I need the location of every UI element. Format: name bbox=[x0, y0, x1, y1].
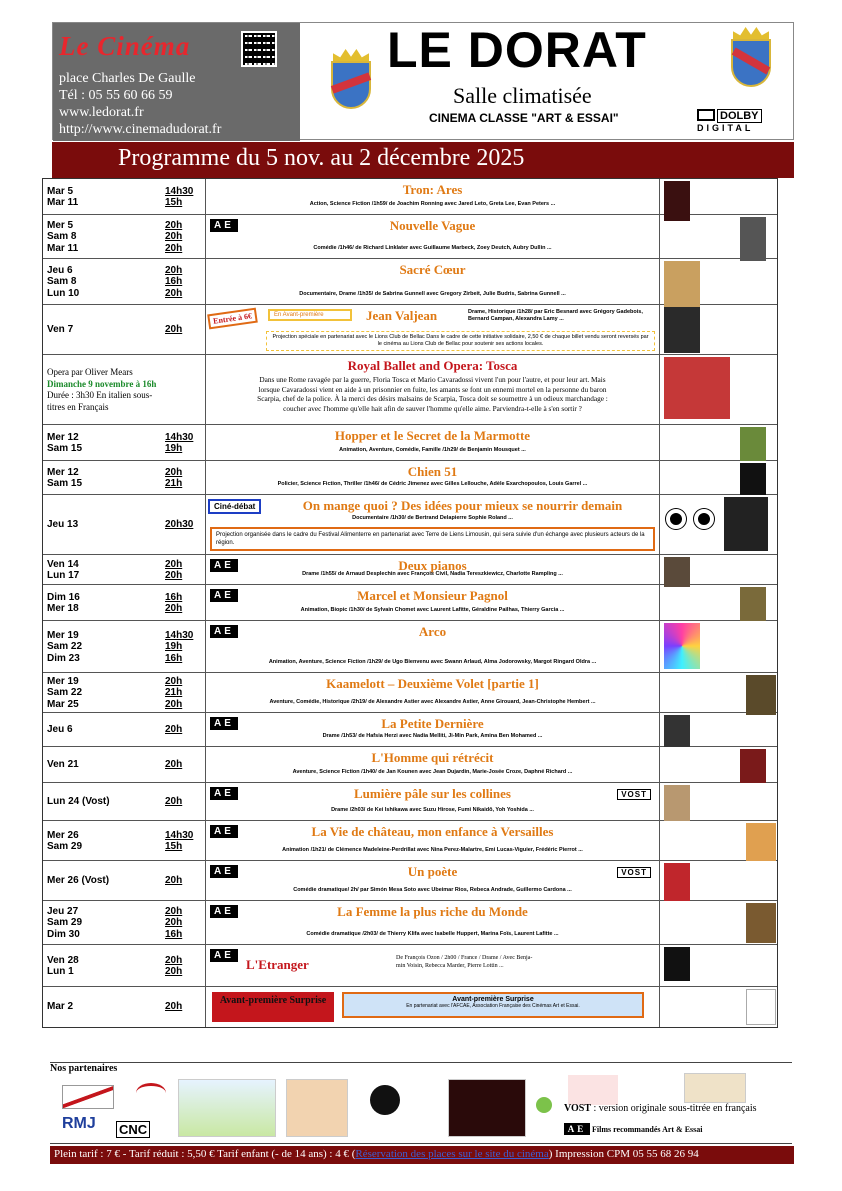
footer-bar bbox=[50, 1146, 794, 1164]
showing-time: 14h30 bbox=[165, 829, 194, 841]
row-film-cell bbox=[206, 621, 660, 672]
showing-time: 20h bbox=[165, 231, 183, 243]
showing-day: Mer 19 bbox=[47, 675, 79, 687]
film-poster-image bbox=[664, 357, 730, 419]
row-days-cell bbox=[43, 987, 206, 1027]
showing-time: 20h bbox=[165, 875, 183, 887]
film-poster-image bbox=[740, 427, 766, 461]
film-poster-image bbox=[746, 903, 776, 943]
row-film-cell bbox=[206, 355, 660, 424]
art-essai-icon: AE bbox=[210, 825, 238, 838]
film-title: Lumière pâle sur les collines bbox=[354, 786, 511, 801]
schedule-row bbox=[43, 945, 777, 987]
schedule-table bbox=[42, 178, 778, 1028]
showing-time: 21h bbox=[165, 478, 183, 489]
film-title: La Femme la plus riche du Monde bbox=[337, 904, 528, 919]
schedule-row bbox=[43, 987, 777, 1027]
film-synopsis-line: Dans une Rome ravagée par la guerre, Floria Tosca et Mario Cavaradossi vivent l'un pour l'autre, et pour leur art. Mais bbox=[259, 375, 606, 384]
film-info: Comédie dramatique /2h03/ de Thierry Klifa avec Isabelle Huppert, Marina Foïs, Laurent Lafitte ... bbox=[306, 931, 559, 937]
film-info: Comédie dramatique/ 2h/ par Simón Mesa Soto avec Ubeimar Rios, Rebeca Andrade, Guillermo Cardona ... bbox=[293, 887, 572, 893]
art-essai-icon: AE bbox=[210, 625, 238, 638]
row-poster-cell bbox=[660, 673, 779, 712]
partner-cnc: CNC bbox=[116, 1121, 150, 1138]
showing-time: 20h bbox=[165, 954, 183, 966]
surprise-title: Avant-première Surprise bbox=[452, 996, 534, 1003]
row-poster-cell bbox=[660, 461, 779, 494]
row-film-cell bbox=[206, 585, 660, 620]
film-title: Jean Valjean bbox=[366, 308, 438, 323]
film-poster-image bbox=[664, 557, 690, 587]
film-title: Arco bbox=[418, 624, 447, 639]
dolby-digital: DIGITAL bbox=[697, 123, 754, 133]
showing-time: 20h bbox=[165, 603, 183, 614]
showing-time: 16h bbox=[165, 652, 183, 664]
showing-day: Mer 26 (Vost) bbox=[47, 875, 110, 887]
row-poster-cell bbox=[660, 585, 779, 620]
ae-legend-text: Films recommandés Art & Essai bbox=[592, 1125, 703, 1134]
art-essai-icon: AE bbox=[210, 905, 238, 918]
art-essai-icon: AE bbox=[210, 219, 238, 232]
qr-code-icon bbox=[241, 31, 277, 67]
row-days-cell bbox=[43, 305, 206, 354]
row-poster-cell bbox=[660, 783, 779, 820]
showing-time: 20h bbox=[165, 570, 183, 581]
cinema-website-1[interactable]: www.ledorat.fr bbox=[59, 105, 144, 120]
showing-time: 16h bbox=[165, 928, 183, 940]
film-info: Comédie /1h46/ de Richard Linklater avec Guillaume Marbeck, Zoey Deutch, Aubry Dullin ... bbox=[313, 245, 552, 251]
showing-time: 20h bbox=[165, 917, 183, 929]
row-poster-cell bbox=[660, 901, 779, 944]
left-crest-icon bbox=[325, 49, 377, 111]
footer-print: ) Impression CPM 05 55 68 26 94 bbox=[548, 1148, 699, 1160]
schedule-row bbox=[43, 215, 777, 259]
row-days-cell bbox=[43, 821, 206, 860]
row-film-cell bbox=[206, 901, 660, 944]
film-poster-image bbox=[740, 587, 766, 621]
cinema-address: place Charles De Gaulle bbox=[59, 71, 196, 86]
showing-day: Lun 10 bbox=[47, 287, 80, 299]
film-info: Drame, Historique /1h28/ par Eric Besnard avec Grégory Gadebois, Bernard Campan, Alexandra Lamy ... bbox=[468, 309, 643, 322]
showing-time: 20h bbox=[165, 698, 183, 710]
partner-poster-3 bbox=[448, 1079, 526, 1137]
row-days-cell bbox=[43, 585, 206, 620]
avant-premiere-surprise-badge: Avant-première Surprise bbox=[212, 992, 334, 1022]
schedule-row bbox=[43, 673, 777, 713]
showing-time: 20h bbox=[165, 759, 183, 771]
salle-climatisee: Salle climatisée bbox=[453, 83, 592, 108]
film-info: Drame /2h03/ de Kei Ishikawa avec Suzu Hirose, Fumi Nikaidô, Yoh Yoshida ... bbox=[331, 807, 534, 813]
surprise-note: En partenariat avec l'AFCAE, Association Française des Cinémas Art et Essai. bbox=[406, 1003, 580, 1009]
film-synopsis-line: min Voisin, Rebecca Marder, Pierre Lottin ... bbox=[396, 963, 504, 969]
showing-day: Mer 12 bbox=[47, 466, 79, 478]
showing-day: Mer 19 bbox=[47, 629, 79, 641]
film-info: Animation /1h21/ de Clémence Madeleine-Perdrillat avec Nina Perez-Malartre, Emi Lucas-Viguier, Frédéric Pierrot ... bbox=[282, 847, 583, 853]
film-info: Drame /1h55/ de Arnaud Desplechin avec François Civil, Nadia Tereszkiewicz, Charlotte Rampling ... bbox=[302, 571, 563, 577]
schedule-row bbox=[43, 355, 777, 425]
schedule-row bbox=[43, 713, 777, 747]
row-film-cell bbox=[206, 861, 660, 900]
partners-section bbox=[50, 1062, 792, 1144]
row-film-cell bbox=[206, 821, 660, 860]
film-info: Animation, Aventure, Comédie, Famille /1h29/ de Benjamin Mousquet ... bbox=[339, 447, 526, 453]
art-essai-icon: AE bbox=[210, 559, 238, 572]
showing-time: 20h bbox=[165, 724, 183, 736]
showing-day: Sam 29 bbox=[47, 917, 83, 929]
row-poster-cell bbox=[660, 747, 779, 782]
ae-legend-icon: AE bbox=[564, 1123, 590, 1135]
film-poster-image bbox=[746, 989, 776, 1025]
schedule-row bbox=[43, 425, 777, 461]
row-days-cell bbox=[43, 673, 206, 712]
town-title: LE DORAT bbox=[387, 22, 647, 78]
showing-time: 20h bbox=[165, 466, 183, 478]
showing-day: Mar 11 bbox=[47, 242, 79, 254]
showing-day: Mar 11 bbox=[47, 197, 79, 208]
row-days-cell bbox=[43, 713, 206, 746]
showing-day: Jeu 6 bbox=[47, 724, 73, 736]
showing-time: 20h bbox=[165, 1001, 183, 1013]
partners-label: Nos partenaires bbox=[50, 1063, 118, 1074]
showing-time: 20h bbox=[165, 675, 183, 687]
showing-day: Ven 21 bbox=[47, 759, 79, 771]
cine-debat-badge: Ciné-débat bbox=[208, 499, 261, 514]
dolby-icon bbox=[697, 109, 715, 121]
film-poster-image bbox=[740, 463, 766, 495]
row-days-cell bbox=[43, 425, 206, 460]
schedule-row bbox=[43, 305, 777, 355]
showing-day: Mar 25 bbox=[47, 698, 79, 710]
film-poster-image bbox=[664, 307, 700, 353]
film-synopsis-line: Scarpia, chef de la police. À la merci des désirs malsains de Scarpia, Tosca doit se soumettre à un odieux marchandage : bbox=[257, 394, 608, 403]
vost-badge: VOST bbox=[617, 789, 651, 800]
row-days-cell bbox=[43, 215, 206, 258]
film-synopsis-line: lorsque Cavaradossi vient en aide à un prisonnier en fuite, les amants se font un ennemi mortel en la personne du baron bbox=[258, 384, 607, 394]
film-info: Documentaire, Drame /1h35/ de Sabrina Gunnell avec Gregory Zirbeit, Julie Budris, Sabrina Gunnell ... bbox=[299, 291, 566, 297]
row-film-cell bbox=[206, 461, 660, 494]
film-title: Un poète bbox=[407, 864, 458, 879]
row-poster-cell bbox=[660, 259, 779, 304]
row-days-cell bbox=[43, 861, 206, 900]
row-poster-cell bbox=[660, 425, 779, 460]
film-info: Animation, Aventure, Science Fiction /1h29/ de Ugo Bienvenu avec Swann Arlaud, Alma Jodorowsky, Margot Ringard Oldra ... bbox=[268, 659, 597, 665]
schedule-row bbox=[43, 585, 777, 621]
showing-day: Jeu 27 bbox=[47, 905, 79, 917]
film-poster-image bbox=[664, 623, 700, 669]
showing-time: 16h bbox=[165, 276, 183, 288]
schedule-row bbox=[43, 901, 777, 945]
avant-premiere-surprise-box bbox=[342, 992, 644, 1018]
film-synopsis-line: coucher avec l'homme qu'elle hait afin de sauver l'homme qu'elle aime. Parviendra-t-elle à s'en sortir ? bbox=[283, 403, 582, 413]
vost-legend-text: : version originale sous-titrée en français bbox=[591, 1103, 757, 1114]
film-title: Chien 51 bbox=[407, 464, 458, 479]
program-bar bbox=[52, 142, 794, 178]
film-poster-image bbox=[664, 785, 690, 821]
showing-day: Dim 16 bbox=[47, 591, 80, 603]
film-title: Sacré Cœur bbox=[399, 262, 466, 277]
schedule-row bbox=[43, 259, 777, 305]
row-days-cell bbox=[43, 461, 206, 494]
showing-day: Durée : 3h30 En italien sous- bbox=[47, 390, 153, 400]
vost-badge: VOST bbox=[617, 867, 651, 878]
entry-price-badge: Entrée à 6€ bbox=[207, 308, 258, 330]
art-essai-icon: AE bbox=[210, 865, 238, 878]
film-poster-image bbox=[746, 823, 776, 861]
header bbox=[52, 22, 794, 140]
dolby-logo bbox=[697, 109, 759, 135]
showing-time: 19h bbox=[165, 443, 183, 454]
partner-poster-4 bbox=[568, 1075, 618, 1105]
partner-nouvelle-aquitaine-logo bbox=[130, 1079, 176, 1137]
showing-day: Mer 5 bbox=[47, 219, 74, 231]
row-film-cell bbox=[206, 555, 660, 584]
showing-time: 14h30 bbox=[165, 431, 194, 443]
showing-day: Lun 1 bbox=[47, 966, 74, 977]
row-poster-cell bbox=[660, 621, 779, 672]
film-info: Drame /1h53/ de Hafsia Herzi avec Nadia Melliti, Ji-Min Park, Amina Ben Mohamed ... bbox=[322, 733, 543, 739]
schedule-row bbox=[43, 747, 777, 783]
partner-small-logo bbox=[534, 1079, 556, 1137]
showing-day: Opera par Oliver Mears bbox=[47, 367, 133, 377]
row-film-cell bbox=[206, 215, 660, 258]
showing-day: Lun 17 bbox=[47, 570, 80, 581]
showing-time: 20h bbox=[165, 796, 183, 808]
showing-day: Mar 5 bbox=[47, 185, 74, 197]
showing-time: 20h bbox=[165, 219, 183, 231]
row-days-cell bbox=[43, 179, 206, 214]
showing-day: Dim 30 bbox=[47, 928, 80, 940]
film-title: Deux pianos bbox=[398, 558, 467, 573]
row-poster-cell bbox=[660, 861, 779, 900]
vost-legend-strong: VOST bbox=[564, 1103, 592, 1114]
showing-time: 20h30 bbox=[165, 519, 194, 531]
film-title: Hopper et le Secret de la Marmotte bbox=[334, 428, 531, 443]
vost-legend bbox=[564, 1103, 757, 1114]
showing-time: 20h bbox=[165, 287, 183, 299]
festival-logo-icon bbox=[666, 509, 686, 529]
row-film-cell bbox=[206, 425, 660, 460]
showing-day: Sam 15 bbox=[47, 443, 83, 454]
film-info: Documentaire /1h30/ de Bertrand Delapierre Sophie Roland ... bbox=[352, 515, 513, 521]
film-poster-image bbox=[664, 863, 690, 901]
art-essai-icon: AE bbox=[210, 949, 238, 962]
film-synopsis-line: De François Ozon / 2h00 / France / Drame / Avec Benja- bbox=[396, 955, 533, 961]
row-days-cell bbox=[43, 355, 206, 424]
row-film-cell bbox=[206, 495, 660, 554]
schedule-row bbox=[43, 621, 777, 673]
showing-day: Sam 29 bbox=[47, 841, 83, 852]
film-title: Royal Ballet and Opera: Tosca bbox=[347, 358, 518, 373]
avant-premiere-badge: En Avant-première bbox=[268, 309, 352, 321]
partner-poster-2 bbox=[286, 1079, 348, 1137]
film-title: La Petite Dernière bbox=[381, 716, 484, 731]
showing-day: Mer 18 bbox=[47, 603, 79, 614]
schedule-row bbox=[43, 821, 777, 861]
showing-day: Ven 14 bbox=[47, 558, 79, 570]
film-title: Marcel et Monsieur Pagnol bbox=[357, 588, 508, 603]
partner-poster-5 bbox=[684, 1073, 746, 1103]
schedule-row bbox=[43, 555, 777, 585]
row-days-cell bbox=[43, 747, 206, 782]
showing-time: 14h30 bbox=[165, 629, 194, 641]
showing-day: Jeu 13 bbox=[47, 519, 79, 531]
row-film-cell bbox=[206, 713, 660, 746]
showing-day: Sam 15 bbox=[47, 478, 83, 489]
schedule-row bbox=[43, 783, 777, 821]
showing-time: 20h bbox=[165, 242, 183, 254]
special-note: Projection organisée dans le cadre du Festival Alimenterre en partenariat avec Terre de Liens Limousin, qui sera suivie d'un échange avec plusieurs acteurs de la région. bbox=[210, 527, 655, 551]
showing-day: titres en Français bbox=[47, 401, 109, 412]
film-info: Action, Science Fiction /1h59/ de Joachim Ronning avec Jared Leto, Greta Lee, Evan Peters ... bbox=[309, 201, 556, 207]
showing-time: 16h bbox=[165, 591, 183, 603]
row-film-cell bbox=[206, 179, 660, 214]
dolby-brand: DOLBY bbox=[717, 109, 762, 123]
row-days-cell bbox=[43, 901, 206, 944]
showing-time: 20h bbox=[165, 324, 183, 336]
row-film-cell bbox=[206, 987, 660, 1027]
row-film-cell bbox=[206, 259, 660, 304]
art-essai-icon: AE bbox=[210, 589, 238, 602]
schedule-row bbox=[43, 861, 777, 901]
film-poster-image bbox=[664, 947, 690, 981]
film-title: L'Homme qui rétrécit bbox=[371, 750, 494, 765]
film-info: Aventure, Science Fiction /1h40/ de Jan Kounen avec Jean Dujardin, Marie-Josée Croze, Daphné Richard ... bbox=[292, 769, 573, 775]
schedule-row bbox=[43, 495, 777, 555]
row-film-cell bbox=[206, 747, 660, 782]
footer-text bbox=[54, 1148, 699, 1160]
row-poster-cell bbox=[660, 945, 779, 986]
film-title: Kaamelott – Deuxième Volet [partie 1] bbox=[326, 676, 539, 691]
showing-day: Lun 24 (Vost) bbox=[47, 796, 110, 808]
row-poster-cell bbox=[660, 555, 779, 584]
cinema-phone: Tél : 05 55 60 66 59 bbox=[59, 88, 173, 103]
right-crest-icon bbox=[725, 27, 777, 89]
partner-poster-1 bbox=[178, 1079, 276, 1137]
special-note: Projection spéciale en partenariat avec le Lions Club de Bellac Dans le cadre de cette initiative solidaire, 2,50 € de chaque billet vendu seront reversés par le cinéma au Lions Club de Bellac pour soutenir ses actions locales. bbox=[266, 331, 655, 351]
booking-link[interactable]: Réservation des places sur le site du cinéma bbox=[355, 1148, 549, 1160]
row-days-cell bbox=[43, 621, 206, 672]
footer-prices: Plein tarif : 7 € - Tarif réduit : 5,50 € Tarif enfant (- de 14 ans) : 4 € ( bbox=[54, 1148, 356, 1160]
showing-time: 14h30 bbox=[165, 185, 194, 197]
showing-time: 20h bbox=[165, 905, 183, 917]
row-poster-cell bbox=[660, 495, 779, 554]
row-poster-cell bbox=[660, 987, 779, 1027]
partner-circle-logo bbox=[364, 1079, 410, 1137]
showing-day: Dim 23 bbox=[47, 652, 80, 664]
row-poster-cell bbox=[660, 179, 779, 214]
showing-day: Sam 8 bbox=[47, 231, 77, 243]
art-essai-icon: AE bbox=[210, 717, 238, 730]
cinema-classe: CINEMA CLASSE "ART & ESSAI" bbox=[429, 111, 619, 125]
row-poster-cell bbox=[660, 305, 779, 354]
showing-day: Mer 26 bbox=[47, 829, 79, 841]
showing-time: 20h bbox=[165, 966, 183, 977]
film-title: L'Etranger bbox=[246, 957, 309, 972]
film-info: Policier, Science Fiction, Thriller /1h46/ de Cédric Jimenez avec Gilles Lellouche, Adèle Exarchopoulos, Louis Garrel ... bbox=[277, 481, 588, 487]
row-days-cell bbox=[43, 945, 206, 986]
cinema-website-2[interactable]: http://www.cinemadudorat.fr bbox=[59, 122, 222, 137]
film-poster-image bbox=[740, 749, 766, 783]
schedule-row bbox=[43, 461, 777, 495]
row-film-cell bbox=[206, 305, 660, 354]
showing-day: Sam 8 bbox=[47, 276, 77, 288]
showing-time: 20h bbox=[165, 558, 183, 570]
film-poster-image bbox=[664, 715, 690, 747]
schedule-row bbox=[43, 179, 777, 215]
film-poster-image bbox=[664, 261, 700, 307]
showing-time: 20h bbox=[165, 264, 183, 276]
film-title: On mange quoi ? Des idées pour mieux se nourrir demain bbox=[302, 498, 623, 513]
program-title: Programme du 5 nov. au 2 décembre 2025 bbox=[118, 145, 525, 171]
film-poster-image bbox=[746, 675, 776, 715]
showing-time: 15h bbox=[165, 197, 183, 208]
film-info: Animation, Biopic /1h30/ de Sylvain Chomet avec Laurent Lafitte, Géraldine Pailhas, Thierry Garcia ... bbox=[300, 607, 565, 613]
film-poster-image bbox=[724, 497, 768, 551]
showing-day: Sam 22 bbox=[47, 641, 83, 653]
festival-logo-icon bbox=[694, 509, 714, 529]
film-title: Tron: Ares bbox=[402, 182, 463, 197]
row-film-cell bbox=[206, 945, 660, 986]
cinema-name: Le Cinéma bbox=[59, 31, 191, 61]
row-poster-cell bbox=[660, 215, 779, 258]
row-days-cell bbox=[43, 783, 206, 820]
cinema-info-box bbox=[53, 23, 300, 141]
showing-time: 19h bbox=[165, 641, 183, 653]
showing-day: Ven 28 bbox=[47, 954, 79, 966]
row-days-cell bbox=[43, 495, 206, 554]
row-days-cell bbox=[43, 259, 206, 304]
art-essai-icon: AE bbox=[210, 787, 238, 800]
showing-day: Jeu 6 bbox=[47, 264, 73, 276]
film-info: Aventure, Comédie, Historique /2h19/ de Alexandre Astier avec Alexandre Astier, Anne Girouard, Jean-Christophe Hembert ... bbox=[269, 699, 596, 705]
row-days-cell bbox=[43, 555, 206, 584]
row-poster-cell bbox=[660, 355, 779, 424]
film-title: Nouvelle Vague bbox=[389, 218, 476, 233]
showing-day: Dimanche 9 novembre à 16h bbox=[47, 378, 157, 389]
ae-legend bbox=[564, 1123, 703, 1135]
film-title: La Vie de château, mon enfance à Versailles bbox=[311, 824, 554, 839]
showing-day: Sam 22 bbox=[47, 687, 83, 699]
row-poster-cell bbox=[660, 821, 779, 860]
showing-day: Mar 2 bbox=[47, 1001, 74, 1013]
row-film-cell bbox=[206, 783, 660, 820]
showing-time: 15h bbox=[165, 841, 183, 852]
row-poster-cell bbox=[660, 713, 779, 746]
film-poster-image bbox=[740, 217, 766, 261]
showing-day: Ven 7 bbox=[47, 324, 74, 336]
partner-rmj: RMJ bbox=[62, 1115, 96, 1132]
showing-time: 21h bbox=[165, 687, 183, 699]
row-film-cell bbox=[206, 673, 660, 712]
showing-day: Mer 12 bbox=[47, 431, 79, 443]
